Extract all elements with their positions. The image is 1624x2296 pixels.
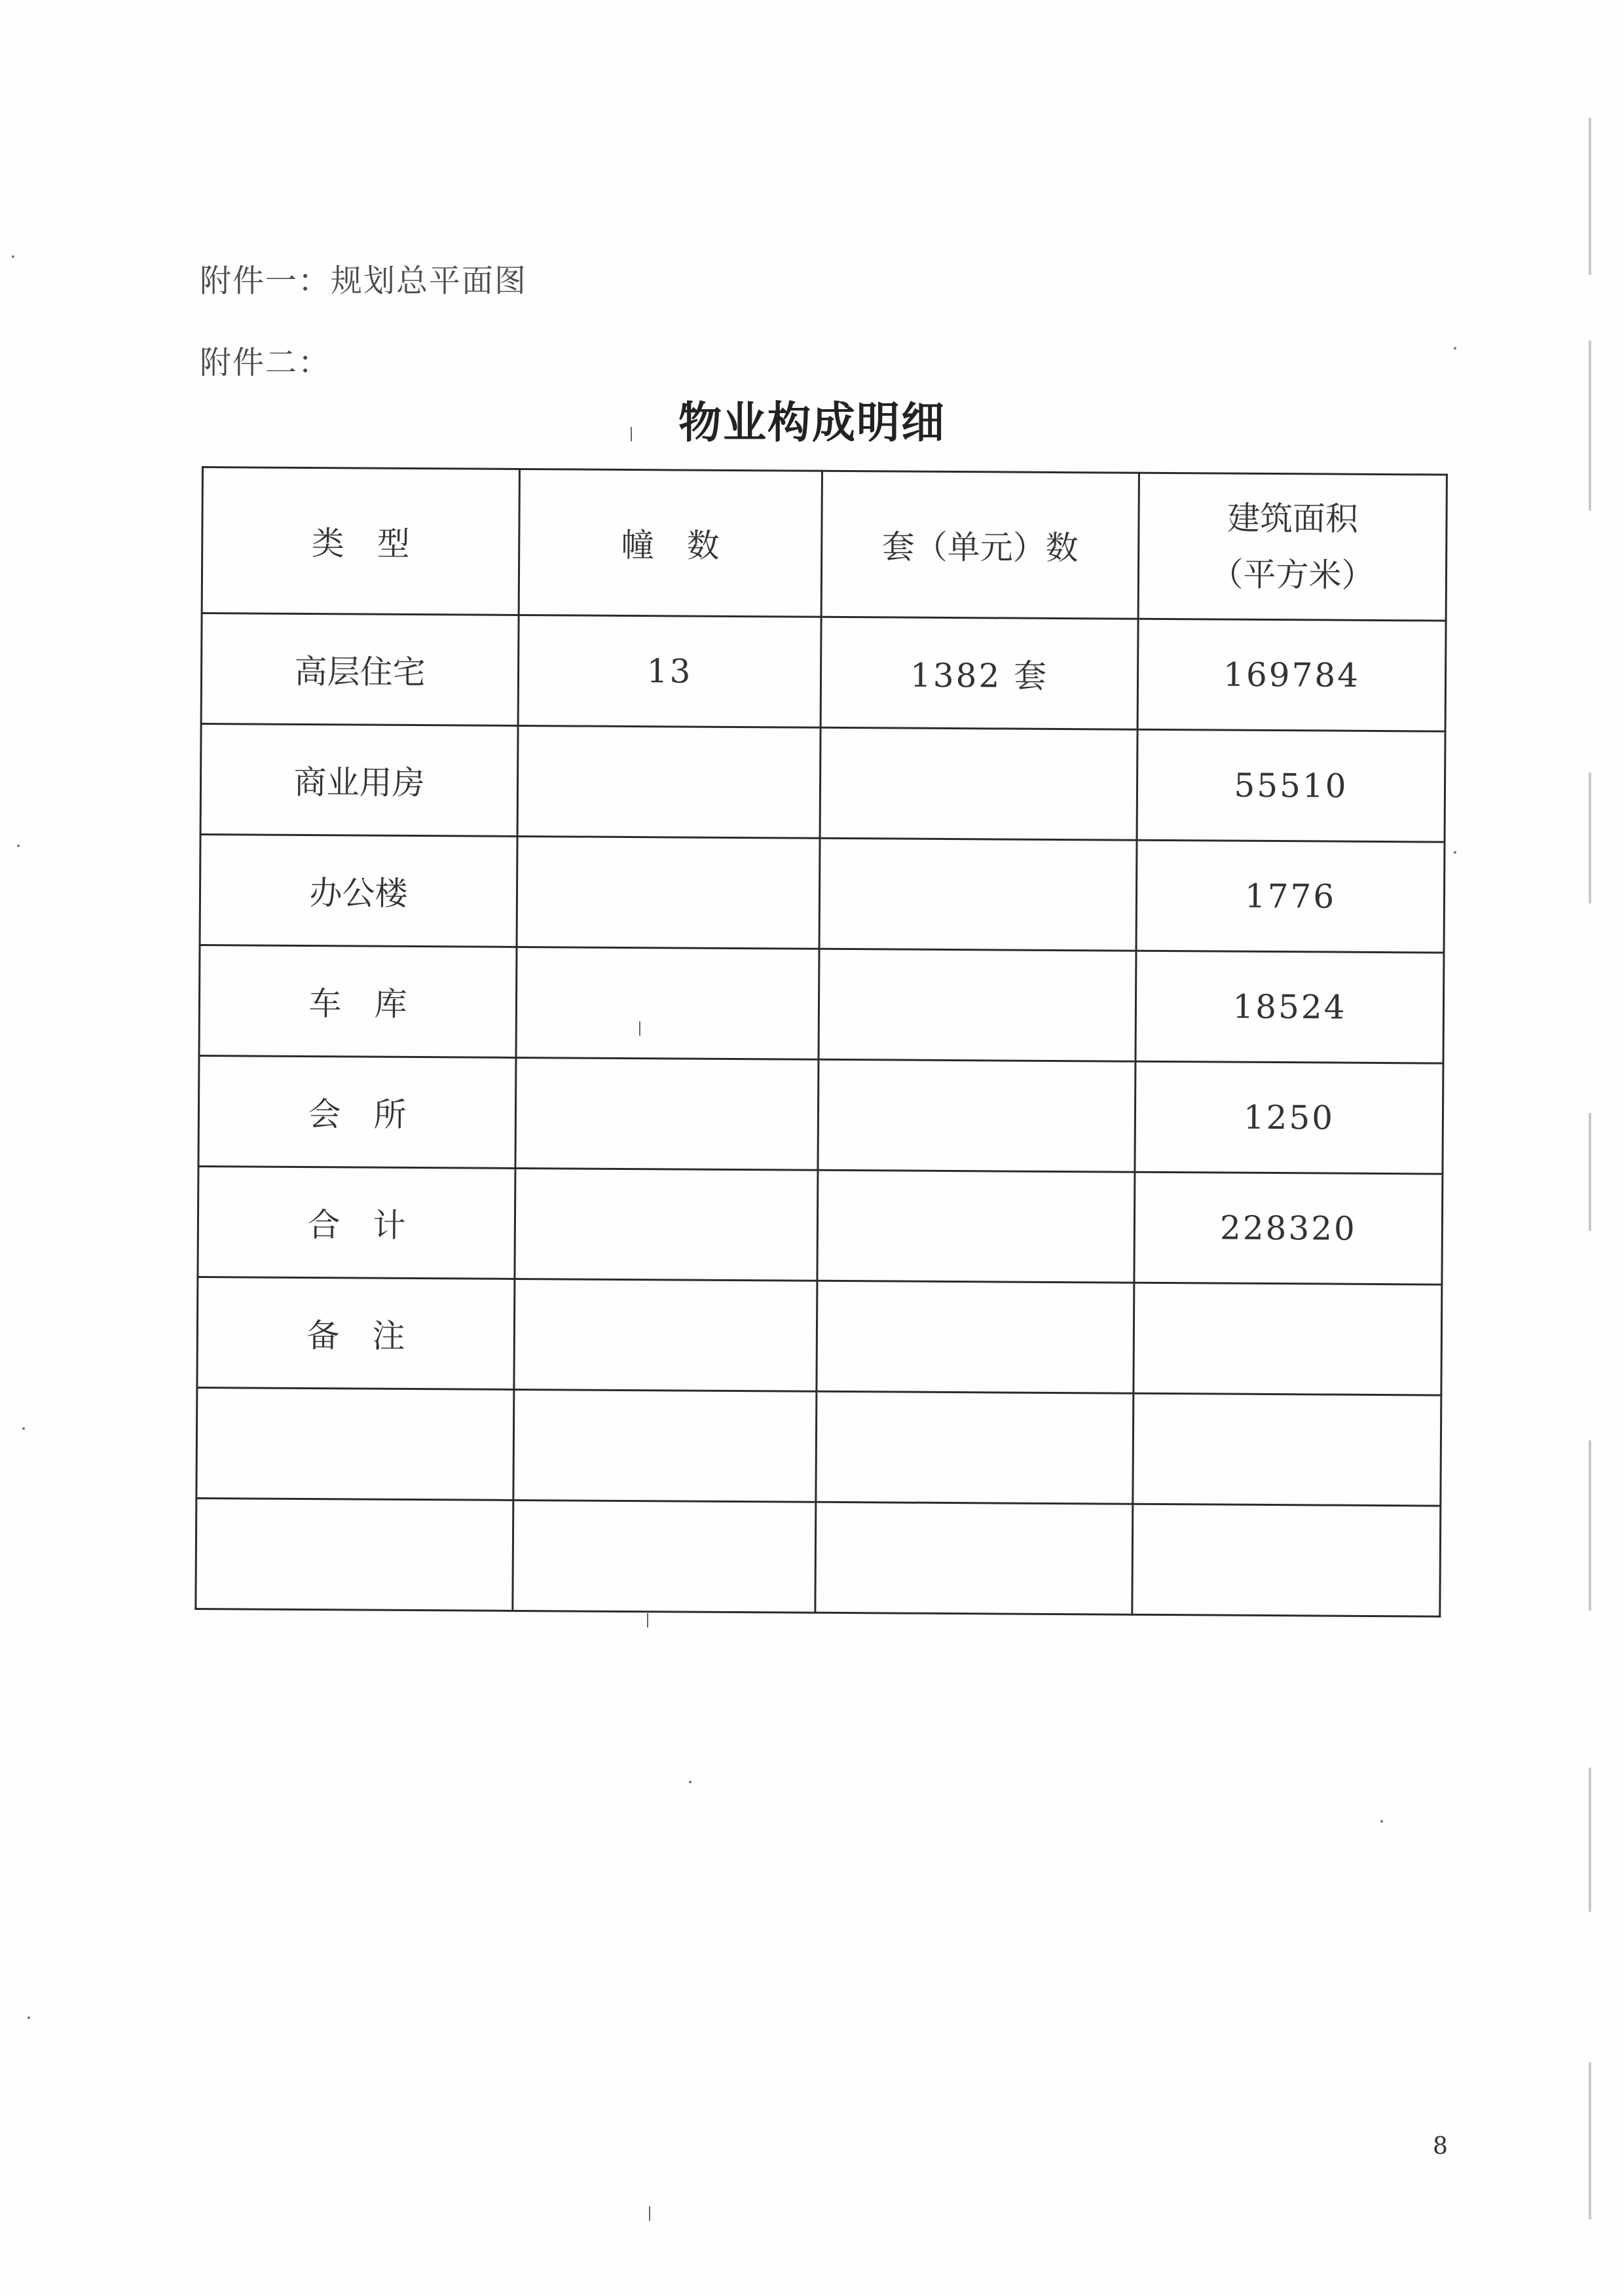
table-row: [198, 1055, 1443, 1174]
cell-type: 办公楼: [200, 834, 517, 947]
cell-type: [196, 1387, 514, 1500]
cell-buildings: 13: [518, 615, 821, 727]
cell-buildings: [513, 1500, 816, 1613]
cell-type: 会 所: [198, 1055, 516, 1168]
cell-buildings: [515, 1168, 818, 1281]
table-header-row: [202, 467, 1447, 621]
scan-speck: [689, 1781, 692, 1783]
table-row: [196, 1387, 1441, 1506]
scan-tick-mark: [639, 1021, 640, 1036]
cell-area: [1132, 1504, 1441, 1616]
cell-type: 合 计: [198, 1166, 515, 1279]
cell-type: 备 注: [197, 1277, 515, 1389]
header-type: 类 型: [202, 467, 519, 615]
cell-units: [816, 1391, 1134, 1504]
scan-edge-mark: [1589, 118, 1591, 275]
scan-edge-mark: [1589, 2062, 1591, 2219]
cell-buildings: [514, 1279, 817, 1391]
cell-type: [196, 1498, 513, 1611]
scan-speck: [22, 1427, 25, 1430]
cell-area: 55510: [1137, 729, 1445, 842]
cell-units: 1382 套: [821, 617, 1138, 729]
table-title: 物业构成明细: [678, 397, 946, 448]
scan-tick-mark: [631, 427, 632, 441]
scan-tick-mark: [649, 2206, 650, 2221]
scan-speck: [1454, 851, 1456, 854]
cell-units: [818, 1059, 1135, 1172]
cell-area: 169784: [1137, 619, 1446, 731]
scan-speck: [12, 255, 14, 258]
scan-tick-mark: [647, 1613, 648, 1628]
scan-edge-mark: [1589, 773, 1591, 903]
scan-speck: [17, 845, 20, 847]
scan-speck: [28, 2016, 30, 2019]
cell-area: [1133, 1393, 1441, 1506]
header-area: [1138, 473, 1447, 621]
scan-speck: [1380, 1820, 1383, 1823]
cell-buildings: [515, 1057, 819, 1170]
cell-type: 车 库: [199, 945, 517, 1057]
attachment-one-label: 附件一：规划总平面图: [200, 263, 528, 299]
header-units: 套（单元）数: [821, 471, 1139, 619]
cell-units: [817, 1281, 1134, 1393]
table-row: [201, 613, 1446, 732]
cell-units: [819, 838, 1137, 951]
cell-units: [820, 727, 1137, 840]
table-row: [198, 1166, 1443, 1285]
cell-buildings: [513, 1389, 817, 1502]
cell-units: [815, 1502, 1133, 1614]
scan-edge-mark: [1589, 1113, 1591, 1231]
attachment-two-label: 附件二：: [200, 344, 331, 381]
cell-type: 商业用房: [200, 724, 518, 837]
cell-units: [817, 1170, 1135, 1283]
cell-area: 1250: [1135, 1061, 1443, 1174]
table-row: [197, 1277, 1442, 1395]
table-row: [200, 834, 1445, 953]
scan-speck: [1454, 347, 1456, 350]
cell-type: 高层住宅: [201, 613, 519, 726]
cell-buildings: [516, 947, 819, 1059]
table-row: [199, 945, 1444, 1063]
cell-units: [819, 949, 1136, 1061]
scan-edge-mark: [1589, 1768, 1591, 1912]
cell-buildings: [517, 836, 820, 949]
header-buildings: 幢 数: [519, 469, 822, 617]
table-row: [196, 1498, 1441, 1616]
header-area-line2: （平方米）: [1210, 555, 1375, 594]
cell-area: 228320: [1134, 1172, 1443, 1285]
page-number: 8: [1433, 2133, 1448, 2160]
cell-area: 18524: [1135, 951, 1444, 1063]
header-area-line1: 建筑面积: [1227, 499, 1359, 538]
cell-buildings: [517, 725, 821, 838]
cell-area: [1134, 1283, 1442, 1395]
scan-edge-mark: [1589, 1440, 1591, 1611]
cell-area: 1776: [1136, 840, 1445, 953]
property-composition-table: [194, 466, 1448, 1618]
scan-edge-mark: [1589, 340, 1591, 511]
table-row: [200, 724, 1445, 843]
